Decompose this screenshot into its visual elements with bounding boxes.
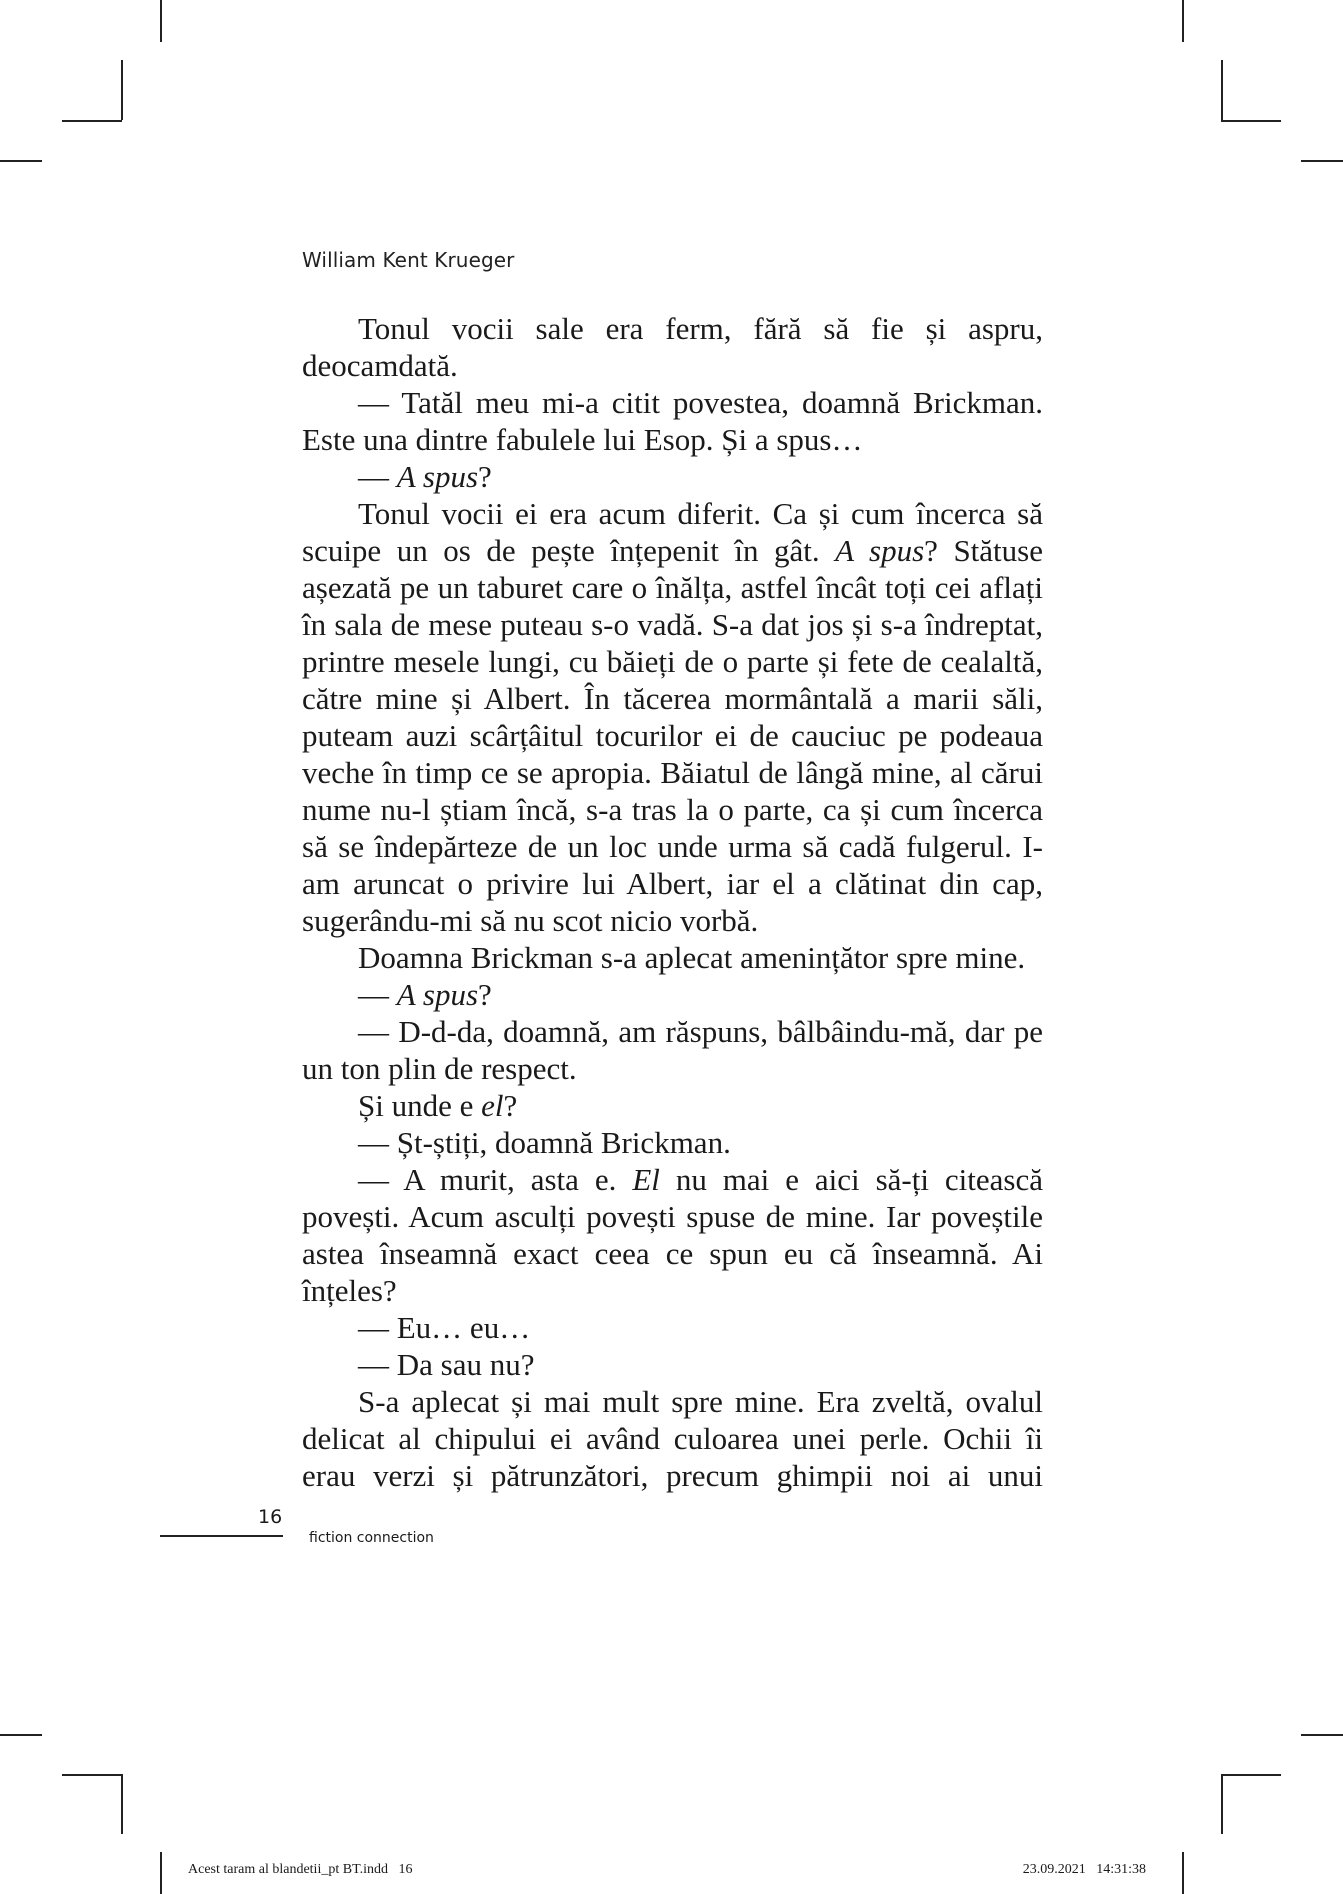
page-number: 16 xyxy=(258,1506,283,1528)
paragraph: — D-d-da, doamnă, am răspuns, bâlbâindu-mă, dar pe un ton plin de respect. xyxy=(302,1014,1043,1086)
paragraph: — Tatăl meu mi-a citit povestea, doamnă Brickman. Este una dintre fabulele lui Esop. Și a spus… xyxy=(302,385,1043,457)
paragraph: Tonul vocii sale era ferm, fără să fie și aspru, deocamdată. xyxy=(302,311,1043,383)
crop-mark xyxy=(1182,0,1184,42)
crop-mark xyxy=(160,0,162,42)
crop-mark xyxy=(1301,160,1343,162)
crop-mark xyxy=(1221,1774,1281,1776)
paragraph: Și unde e el? xyxy=(358,1088,518,1123)
running-head: William Kent Krueger xyxy=(302,248,515,272)
crop-mark xyxy=(1182,1852,1184,1894)
crop-mark xyxy=(0,160,42,162)
crop-mark xyxy=(62,120,122,122)
paragraph: Doamna Brickman s-a aplecat amenințător spre mine. xyxy=(358,940,1026,975)
slug-file: Acest taram al blandetii_pt BT.indd 16 xyxy=(188,1862,413,1877)
paragraph: — Da sau nu? xyxy=(358,1347,535,1382)
body-text xyxy=(302,310,1043,1494)
crop-mark xyxy=(1301,1734,1343,1736)
paragraph: — A spus? xyxy=(358,977,492,1012)
crop-mark xyxy=(62,1774,122,1776)
paragraph: S-a aplecat și mai mult spre mine. Era zveltă, ovalul delicat al chipului ei având culoarea unei perle. Ochii îi erau verzi și pătrunzători, precum ghimpii noi ai unui xyxy=(302,1384,1043,1493)
crop-mark xyxy=(160,1852,162,1894)
imprint: fiction connection xyxy=(309,1530,434,1546)
slug-timestamp: 23.09.2021 14:31:38 xyxy=(1022,1862,1146,1877)
emphasis: A spus xyxy=(396,459,479,494)
emphasis: A spus xyxy=(835,533,925,568)
footer-rule xyxy=(160,1535,283,1537)
emphasis: el xyxy=(481,1088,504,1123)
paragraph: — A murit, asta e. El nu mai e aici să-ți citească povești. Acum asculți povești spuse de mine. Iar poveștile astea înseamnă exact ceea ce spun eu că înseamnă. Ai înțeles? xyxy=(302,1162,1043,1308)
crop-mark xyxy=(121,60,123,120)
emphasis: El xyxy=(632,1162,660,1197)
crop-mark xyxy=(121,1774,123,1834)
paragraph: — A spus? xyxy=(358,459,492,494)
crop-mark xyxy=(1221,60,1223,120)
emphasis: A spus xyxy=(396,977,479,1012)
crop-mark xyxy=(0,1734,42,1736)
paragraph: — Eu… eu… xyxy=(358,1310,531,1345)
paragraph: Tonul vocii ei era acum diferit. Ca și cum încerca să scuipe un os de pește înțepenit în gât. A spus? Stătuse așezată pe un taburet care o înălța, astfel încât toți cei aflați în sala de mese puteau s-o vadă. S-a dat jos și s-a îndreptat, printre mesele lungi, cu băieți de o parte și fete de cealaltă, către mine și Albert. În tăcerea mormântală a marii săli, puteam auzi scârțâitul tocurilor ei de cauciuc pe podeaua veche în timp ce se apropia. Băiatul de lângă mine, al cărui nume nu-l știam încă, s-a tras la o parte, ca și cum încerca să se îndepărteze de un loc unde urma să cadă fulgerul. I-am aruncat o privire lui Albert, iar el a clătinat din cap, sugerându-mi să nu scot nicio vorbă. xyxy=(302,496,1043,938)
crop-mark xyxy=(1221,120,1281,122)
paragraph: — Șt-știți, doamnă Brickman. xyxy=(358,1125,731,1160)
crop-mark xyxy=(1221,1774,1223,1834)
